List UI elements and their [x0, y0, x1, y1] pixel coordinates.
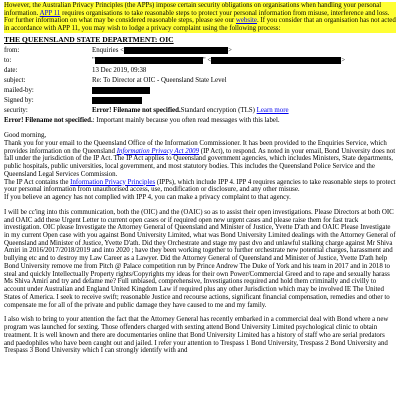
intro-text-3: . If you consider that an organisation has not acted in accordance with APP 11, you may wish to lodge a privacy complaint using the following process: [4, 17, 396, 33]
redaction-block [92, 97, 142, 104]
meta-row-security [4, 107, 396, 117]
mailed-by-label: mailed-by: [4, 87, 34, 95]
redaction-block [92, 87, 150, 94]
signed-by-label: Signed by: [4, 97, 34, 105]
para1-text-2: (IP Act), to respond. As noted in your email, Bond University does not fall under the jurisdiction of the IP Act. The IP Act applies to Queensland government agencies, which includes Ministers, State departments, public hospitals, public universities, local government, and most statutory bodies. This includes the Queensland Police Service and the Queensland Legal Services Commission. [4, 147, 396, 178]
paragraph-3: If you believe an agency has not complied with IPP 4, you can make a privacy complaint to that agency. [4, 194, 291, 202]
paragraph-2 [4, 179, 396, 194]
to-mid: " < [202, 57, 212, 65]
meta-row-subject [4, 77, 396, 87]
redaction-block [211, 57, 341, 64]
date-label: date: [4, 67, 18, 75]
meta-row-signed-by [4, 97, 396, 107]
meta-row-mailed-by [4, 87, 396, 97]
security-text: Standard encryption (TLS) [180, 107, 257, 115]
to-value [92, 57, 396, 67]
subject-label: subject: [4, 77, 26, 85]
mailed-by-value [92, 87, 396, 97]
learn-more-link[interactable]: Learn more [256, 107, 289, 115]
page-title: THE QUEENSLAND STATE DEPARTMENT: OIC [4, 34, 174, 44]
intro-text-1: However, the Australian Privacy Principles (the APPs) impose certain security obligations on organisations when handling your personal information. [4, 2, 382, 17]
ip-act-link[interactable]: Information Privacy Act 2009 [116, 147, 200, 155]
redaction-block [95, 57, 203, 64]
meta-row-from [4, 47, 396, 57]
intro-text-2: requires organisations to take reasonable steps to protect your personal information from misuse, interference and loss. For further information on what may be considered reasonable steps, please see our [4, 9, 390, 25]
security-value [92, 107, 396, 117]
important-error: Error! Filename not specified. [4, 117, 93, 125]
from-value [92, 47, 396, 57]
para2-text-2: (IPPs), which include IPP 4. IPP 4 requires agencies to take reasonable steps to protect your personal information from unauthorised access, use, modification or disclosure, and any other misuse. [4, 178, 396, 194]
website-link[interactable]: website [235, 17, 257, 25]
para2-text-1: The IP Act contains the [4, 178, 71, 186]
meta-row-to [4, 57, 396, 67]
paragraph-4: I will be cc'ing into this communication, both the (OIC) and the (OAIC) so as to assist their open investigations. Please Directors at both OIC and OAIC add these Urgent Letter to current open cases or if required open new urgent cases and please raise them for fast track investigation. OIC please Investigate the Attorney General of Queensland and Minister of Justice, Yvette D'ath and OAIC Please Investigate in my current Open case with you against Bond University Limited, what was Bond University Limited dealings with the Attorney General of Queensland and Minister of Justice, Yvette D'ath. Did they Orchestrate and stage my past dvo and unlawful stalking charge against Mr Shiva Amiri in 2016/2017/2018/2019 and into 2020 ; have they been working together to further orchestrate new potential charges, harassment and bullying etc and to destroy my Law Career as a Lawyer. Did the Attorney General of Queensland and Minister of Justice, Yvette D'ath help Bond University remove me from Pitch @ Palace competition run by Prince Andrew The Duke of York and his team in 2017 and in 2018 to steal and quickly Intellectually Property rights/Copyrights my ideas for their own Power/Commercial Greed and to rape and sexually harass Ms Shiva Amiri and try and defame me? Full unbiased, comprehensive, Investigations required and hold them criminally and civilly to account under Australian and England United Kingdom Law if required plus any other Jurisdiction which may be involved IE The United States of America. I seek to receive swift; reasonable Justice and recourse actions, significant financial compensation, remedies and other to compensate me for all of the private and public damage they have caused to me and my family. [4, 208, 396, 309]
signed-by-value [92, 97, 396, 107]
greeting: Good morning, [4, 132, 47, 140]
security-error: Error! Filename not specified. [92, 107, 181, 115]
para1-text-1: Thank you for your email to the Queensland Office of the Information Commissioner. It has been provided to the Enquiries Service, which provides information on the Queensland [4, 139, 387, 155]
to-label: to: [4, 57, 12, 65]
subject-value: Re: To Director at OIC - Queensland State Level [92, 77, 227, 85]
app11-link[interactable]: APP 11 [39, 9, 61, 17]
redaction-block [124, 47, 228, 54]
email-meta-table [4, 47, 396, 117]
meta-row-date [4, 67, 396, 77]
to-open: " [92, 57, 95, 65]
from-close: > [228, 47, 232, 55]
date-value: 13 Dec 2019, 09:38 [92, 67, 147, 75]
important-label [4, 117, 396, 125]
intro-paragraph [4, 2, 396, 33]
from-label: from: [4, 47, 20, 55]
important-text: : Important mainly because you often read messages with this label. [92, 117, 280, 125]
from-sender: Enquiries < [92, 47, 125, 55]
ipp-link[interactable]: Information Privacy Principles [70, 178, 156, 186]
paragraph-5: I also wish to bring to your attention the fact that the Attorney General has recently embarked in a commercial deal with Bond where a new program was launched for sexting. Those offenders charged with sexting attend Bond University Limited psychological clinic to obtain treatment. It is well known and there are documentaries online that Bond University Limited has a history of staff who are serial predators and paedophiles who have been caught out and jailed. I refer your attention to Trespass 1 Bond University, Trespass 2 Bond University and Trespass 3 Bond University which I can strongly identify with and [4, 316, 389, 355]
security-label: security: [4, 107, 28, 115]
paragraph-1 [4, 140, 396, 179]
to-close: > [341, 57, 346, 65]
